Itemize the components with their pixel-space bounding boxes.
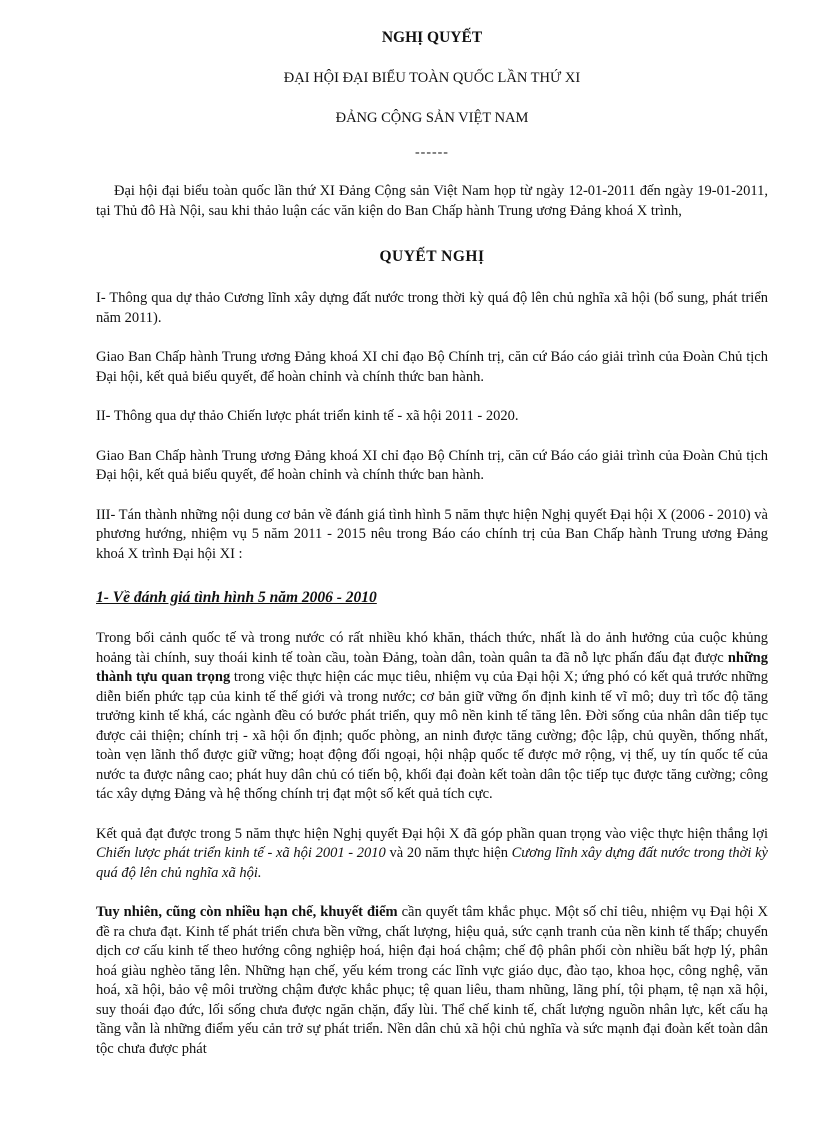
document-title: NGHỊ QUYẾT xyxy=(381,29,483,46)
results-paragraph xyxy=(96,825,768,884)
party-name: ĐẢNG CỘNG SẢN VIỆT NAM xyxy=(335,110,529,126)
subsection-1-heading: 1- Về đánh giá tình hình 5 năm 2006 - 2010 xyxy=(96,589,377,606)
results-text-a: Kết quả đạt được trong 5 năm thực hiện Nghị quyết Đại hội X đã góp phần quan trọng vào việc thực hiện thắng lợi xyxy=(96,825,768,842)
section-2-followup: Giao Ban Chấp hành Trung ương Đảng khoá XI chỉ đạo Bộ Chính trị, căn cứ Báo cáo giải trình của Đoàn Chủ tịch Đại hội, kết quả biểu quyết, để hoàn chỉnh và chính thức ban hành. xyxy=(96,447,768,483)
section-1-followup: Giao Ban Chấp hành Trung ương Đảng khoá XI chỉ đạo Bộ Chính trị, căn cứ Báo cáo giải trình của Đoàn Chủ tịch Đại hội, kết quả biểu quyết, để hoàn chỉnh và chính thức ban hành. xyxy=(96,349,768,385)
resolution-heading: QUYẾT NGHỊ xyxy=(379,248,485,265)
limitations-highlight: Tuy nhiên, cũng còn nhiều hạn chế, khuyết điểm xyxy=(96,904,398,920)
limitations-paragraph xyxy=(96,903,768,1059)
section-1: I- Thông qua dự thảo Cương lĩnh xây dựng đất nước trong thời kỳ quá độ lên chủ nghĩa xã hội (bổ sung, phát triển năm 2011). xyxy=(96,290,768,326)
strategy-title: Chiến lược phát triển kinh tế - xã hội 2001 - 2010 xyxy=(96,845,386,861)
section-2: II- Thông qua dự thảo Chiến lược phát triển kinh tế - xã hội 2011 - 2020. xyxy=(96,408,519,424)
results-text-b: và 20 năm thực hiện xyxy=(385,845,512,861)
achievements-text-a: Trong bối cảnh quốc tế và trong nước có rất nhiều khó khăn, thách thức, nhất là do ảnh hưởng của cuộc khủng hoảng tài chính, suy thoái kinh tế toàn cầu, toàn Đảng, toàn dân, toàn quân ta đã nỗ lực phấn đấu đạt được xyxy=(96,630,768,666)
section-3: III- Tán thành những nội dung cơ bản về đánh giá tình hình 5 năm thực hiện Nghị quyết Đại hội X (2006 - 2010) và phương hướng, nhiệm vụ 5 năm 2011 - 2015 nêu trong Báo cáo chính trị của Ban Chấp hành Trung ương Đảng khoá X trình Đại hội XI : xyxy=(96,506,768,562)
congress-name: ĐẠI HỘI ĐẠI BIỂU TOÀN QUỐC LẦN THỨ XI xyxy=(283,70,581,86)
separator: ------ xyxy=(415,145,449,160)
intro-paragraph: Đại hội đại biểu toàn quốc lần thứ XI Đảng Cộng sản Việt Nam họp từ ngày 12-01-2011 đến ngày 19-01-2011, tại Thủ đô Hà Nội, sau khi thảo luận các văn kiện do Ban Chấp hành Trung ương Đảng khoá X trình, xyxy=(96,183,768,219)
achievements-paragraph xyxy=(96,629,768,805)
limitations-text: cần quyết tâm khắc phục. Một số chỉ tiêu, nhiệm vụ Đại hội X đề ra chưa đạt. Kinh tế phát triển chưa bền vững, chất lượng, hiệu quả, sức cạnh tranh của nền kinh tế thấp; chuyển dịch cơ cấu kinh tế theo hướng công nghiệp hoá, hiện đại hoá chậm; chế độ phân phối còn nhiều bất hợp lý, phân hoá giàu nghèo tăng lên. Những hạn chế, yếu kém trong các lĩnh vực giáo dục, đào tạo, khoa học, công nghệ, văn hoá, xã hội, bảo vệ môi trường chậm được khắc phục; tệ quan liêu, tham nhũng, lãng phí, tội phạm, tệ nạn xã hội, suy thoái đạo đức, lối sống chưa được ngăn chặn, đẩy lùi. Thể chế kinh tế, chất lượng nguồn nhân lực, kết cấu hạ tầng vẫn là những điểm yếu cản trở sự phát triển. Nền dân chủ xã hội chủ nghĩa và sức mạnh đại đoàn kết toàn dân tộc chưa được phát xyxy=(96,904,768,1057)
document-page xyxy=(96,24,768,1059)
achievements-text-b: trong việc thực hiện các mục tiêu, nhiệm vụ của Đại hội X; ứng phó có kết quả trước những diễn biến phức tạp của kinh tế thế giới và trong nước; cơ bản giữ vững ổn định kinh tế vĩ mô; duy trì tốc độ tăng trưởng kinh tế khá, các ngành đều có bước phát triển, quy mô nền kinh tế tăng lên. Đời sống của nhân dân tiếp tục được cải thiện; chính trị - xã hội ổn định; quốc phòng, an ninh được tăng cường; độc lập, chủ quyền, thống nhất, toàn vẹn lãnh thổ được giữ vững; hoạt động đối ngoại, hội nhập quốc tế được mở rộng, vị thế, uy tín quốc tế của nước ta được nâng cao; phát huy dân chủ có tiến bộ, khối đại đoàn kết toàn dân tộc tiếp tục được tăng cường; công tác xây dựng Đảng và hệ thống chính trị đạt một số kết quả tích cực. xyxy=(96,669,769,802)
platform-title: Cương lĩnh xây dựng đất nước trong thời kỳ quá độ lên chủ nghĩa xã hội. xyxy=(96,845,768,881)
achievements-highlight: những thành tựu quan trọng xyxy=(96,649,768,685)
